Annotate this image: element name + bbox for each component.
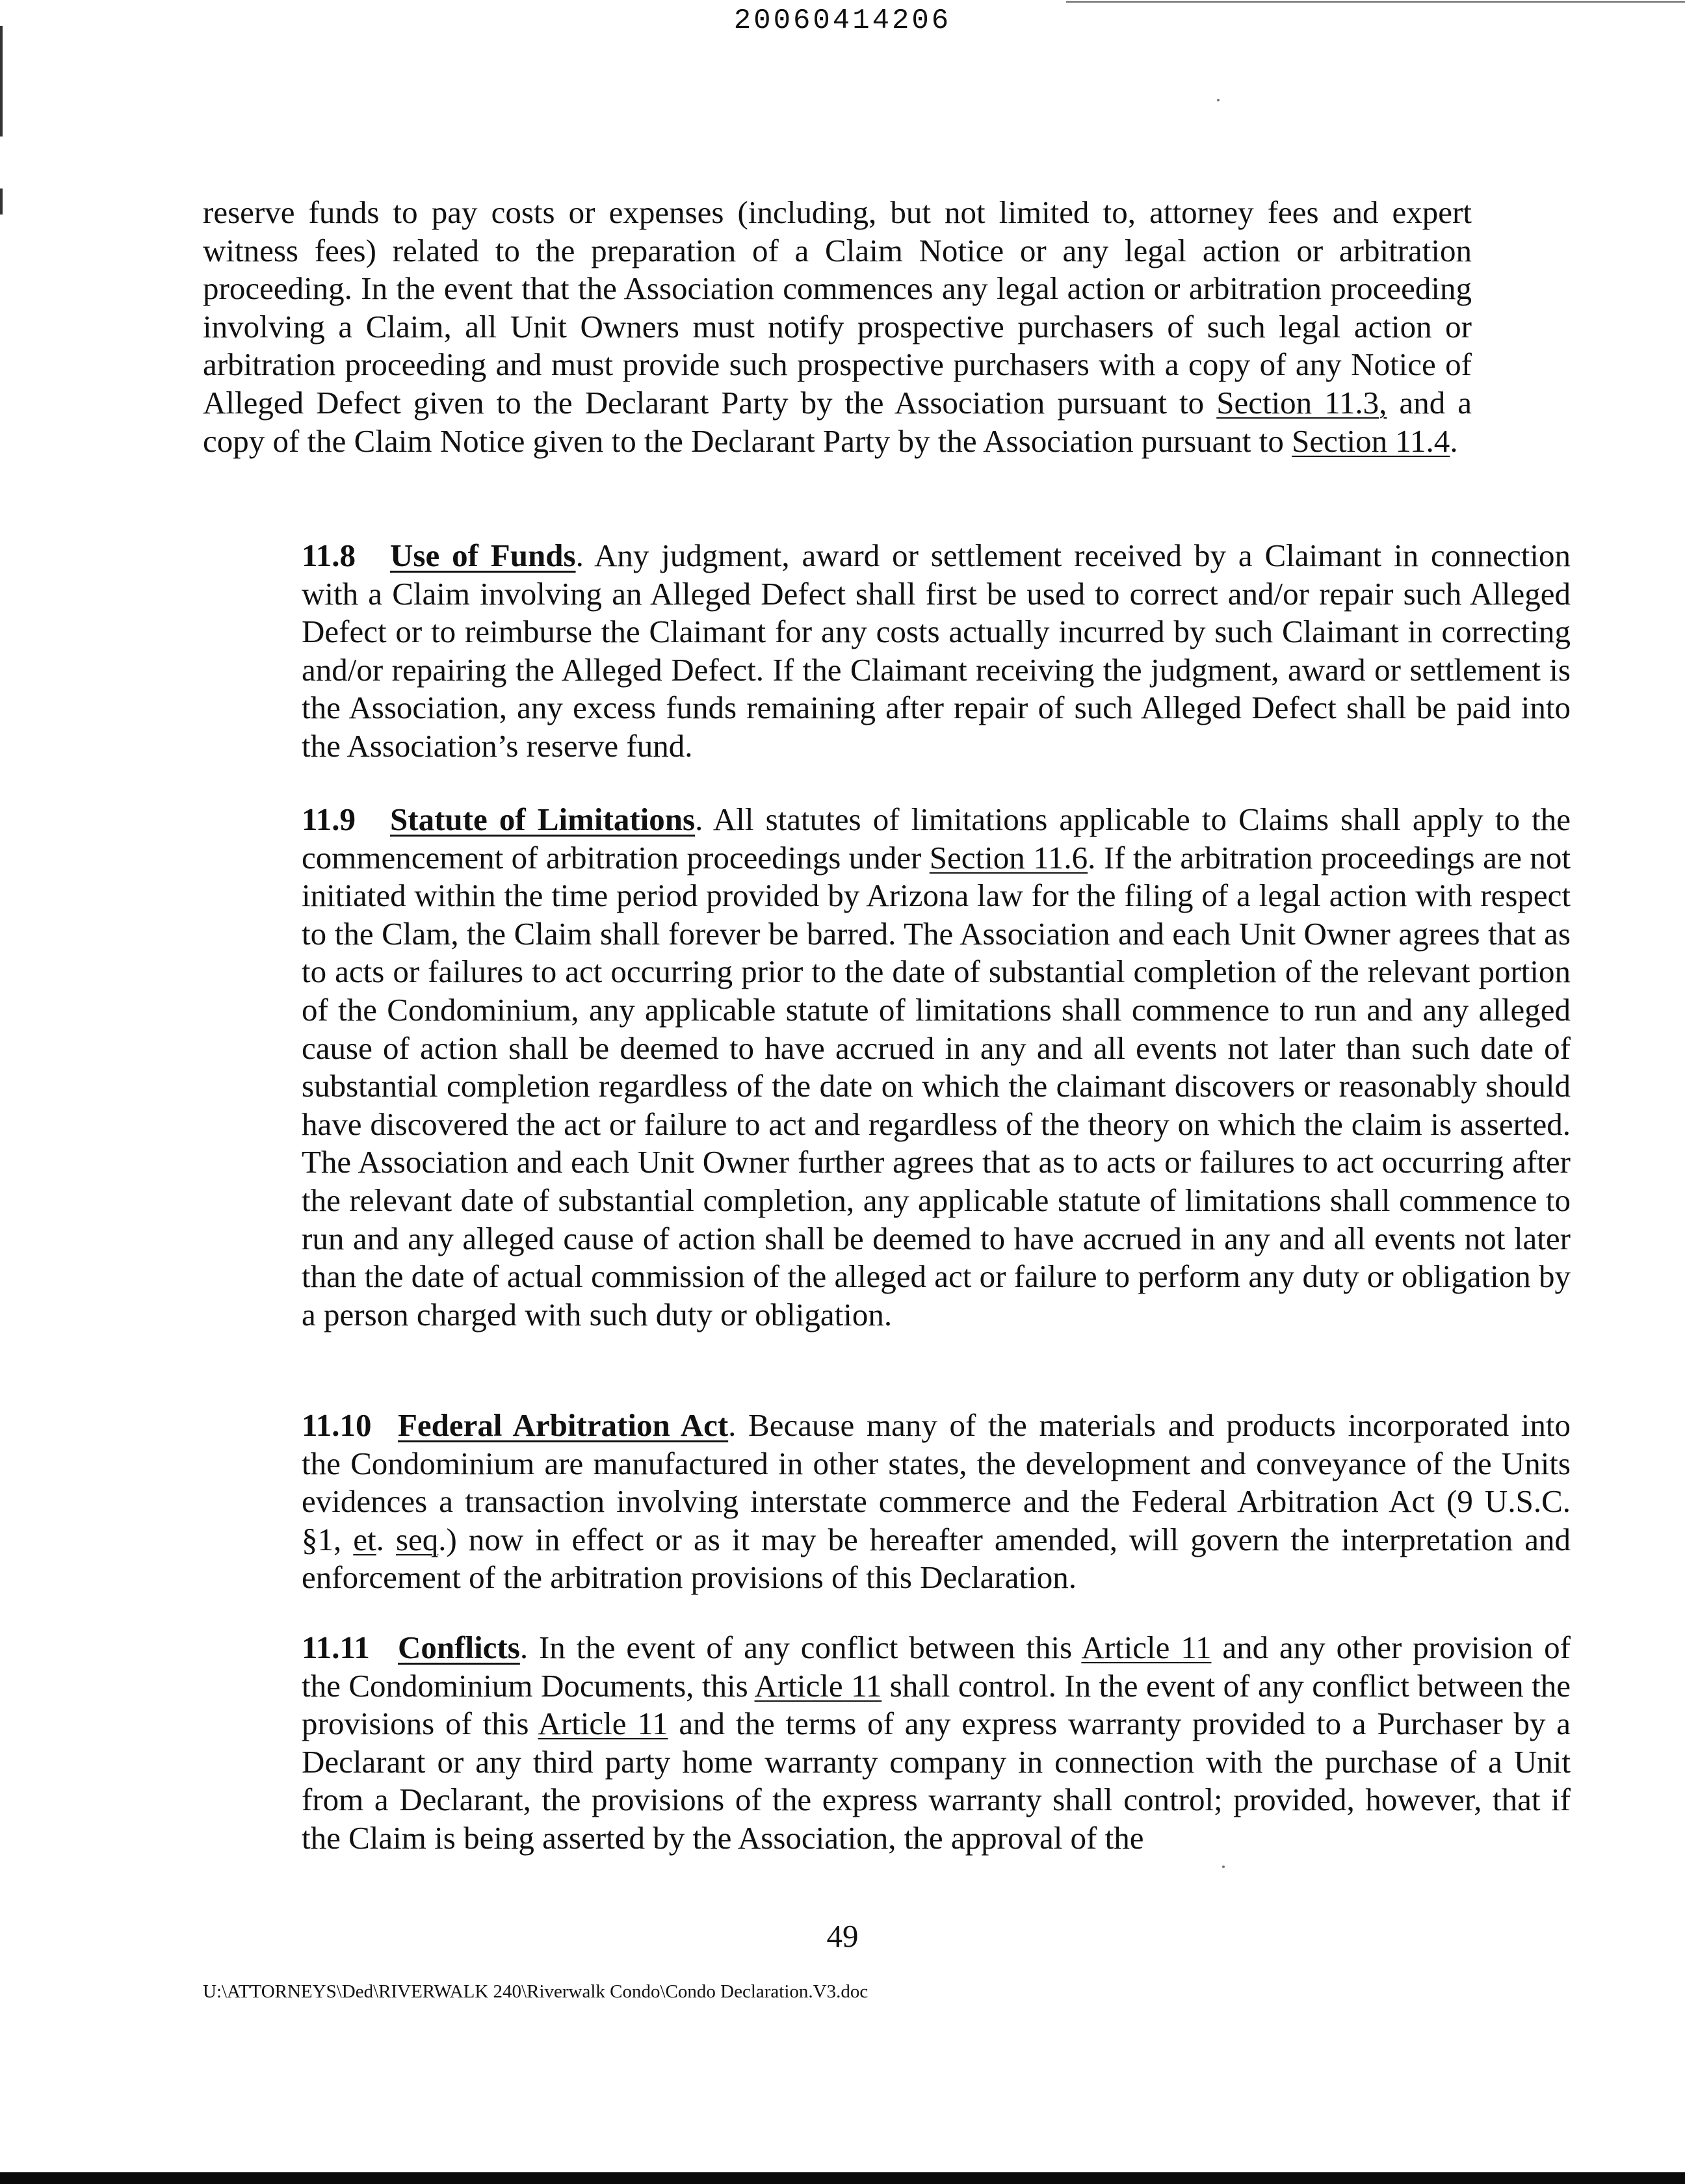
scan-left-mark (0, 188, 3, 214)
section-title-period: . (575, 538, 584, 573)
document-file-path: U:\ATTORNEYS\Ded\RIVERWALK 240\Riverwalk Condo\Condo Declaration.V3.doc (203, 1981, 869, 2002)
section-11-8 (203, 537, 1571, 766)
section-body: . (376, 1521, 396, 1557)
citation-et: et (353, 1521, 376, 1557)
scan-bottom-edge (0, 2172, 1685, 2184)
recording-number: 20060414206 (733, 5, 952, 37)
section-title: Use of Funds (390, 538, 576, 573)
section-number: 11.11 (302, 1630, 370, 1665)
section-title: Conflicts (398, 1630, 520, 1665)
paragraph-text: reserve funds to pay costs or expenses (including, but not limited to, attorney fees and expert witness fees) related to the preparation of a Claim Notice or any legal action or arbitration proceeding. In the event that the Association commences any legal action or arbitration proceeding involving a Claim, all Unit Owners must notify prospective purchasers of such legal action or arbitration proceeding and must provide such prospective purchasers with a copy of any Notice of Alleged Defect given to the Declarant Party by the Association pursuant to (203, 194, 1472, 421)
scan-speck (1217, 99, 1220, 101)
paragraph-text: . (1450, 422, 1458, 459)
section-number: 11.10 (302, 1407, 372, 1443)
section-title-period: . (728, 1407, 737, 1443)
page-number: 49 (826, 1918, 859, 1954)
section-body: .) now in effect or as it may be hereafter amended, will govern the interpretation and enforcement of the arbitration provisions of this Declaration. (302, 1521, 1571, 1596)
continuation-paragraph (203, 194, 1472, 460)
section-title-period: . (695, 801, 703, 837)
section-11-9 (203, 801, 1571, 1334)
article-reference: Article 11 (1081, 1630, 1212, 1665)
section-11-10 (203, 1407, 1571, 1597)
section-body: In the event of any conflict between this (528, 1630, 1082, 1665)
scan-speck (1222, 1866, 1225, 1868)
section-body: . If the arbitration proceedings are not initiated within the time period provided by Arizona law for the filing of a legal action with respect to the Clam, the Claim shall forever be barred. The Association and each Unit Owner agrees that as to acts or failures to act occurring prior to the date of substantial completion of the relevant portion of the Condominium, any applicable statute of limitations shall commence to run and any alleged cause of action shall be deemed to have accrued in any and all events not later than such date of substantial completion regardless of the date on which the claimant discovers or reasonably should have discovered the act or failure to act and regardless of the theory on which the claim is asserted. The Association and each Unit Owner further agrees that as to acts or failures to act occurring after the relevant date of substantial completion, any applicable statute of limitations shall commence to run and any alleged cause of action shall be deemed to have accrued in any and all events not later than the date of actual commission of the alleged act or failure to perform any duty or obligation by a person charged with such duty or obligation. (302, 839, 1571, 1332)
section-body: and the terms of any express warranty provided to a Purchaser by a Declarant or any third party home warranty company in connection with the purchase of a Unit from a Declarant, the provisions of the express warranty shall control; provided, however, that if the Claim is being asserted by the Association, the approval of the (302, 1706, 1571, 1856)
scan-left-mark (0, 26, 3, 136)
section-reference: Section 11.6 (929, 839, 1088, 876)
section-body: Any judgment, award or settlement received by a Claimant in connection with a Claim involving an Alleged Defect shall first be used to correct and/or repair such Alleged Defect or to reimburse the Claimant for any costs actually incurred by such Claimant in correcting and/or repairing the Alleged Defect. If the Claimant receiving the judgment, award or settlement is the Association, any excess funds remaining after repair of such Alleged Defect shall be paid into the Association’s reserve fund. (302, 538, 1571, 764)
section-title-period: . (519, 1630, 529, 1665)
citation-seq: seq (395, 1521, 439, 1557)
article-reference: Article 11 (538, 1706, 668, 1742)
section-title: Statute of Limitations (390, 801, 696, 837)
section-number: 11.8 (302, 538, 356, 573)
section-body: shall control. In the event of any conflict between the provisions of this (302, 1667, 1571, 1742)
section-number: 11.9 (302, 801, 356, 837)
paragraph-text: and a copy of the Claim Notice given to the Declarant Party by the Association pursuant to (203, 384, 1472, 459)
section-body: All statutes of limitations applicable to Claims shall apply to the commencement of arbitration proceedings under (302, 801, 1571, 876)
article-reference: Article 11 (754, 1667, 882, 1704)
section-title: Federal Arbitration Act (398, 1407, 729, 1443)
section-reference: Section 11.4 (1292, 422, 1450, 459)
section-body: Because many of the materials and products incorporated into the Condominium are manufactured in other states, the development and conveyance of the Units evidences a transaction involving interstate commerce and the Federal Arbitration Act (9 U.S.C. §1, (302, 1407, 1571, 1557)
section-body: and any other provision of the Condominium Documents, this (302, 1630, 1571, 1704)
section-11-11 (203, 1629, 1571, 1858)
section-reference: Section 11.3, (1216, 384, 1387, 421)
